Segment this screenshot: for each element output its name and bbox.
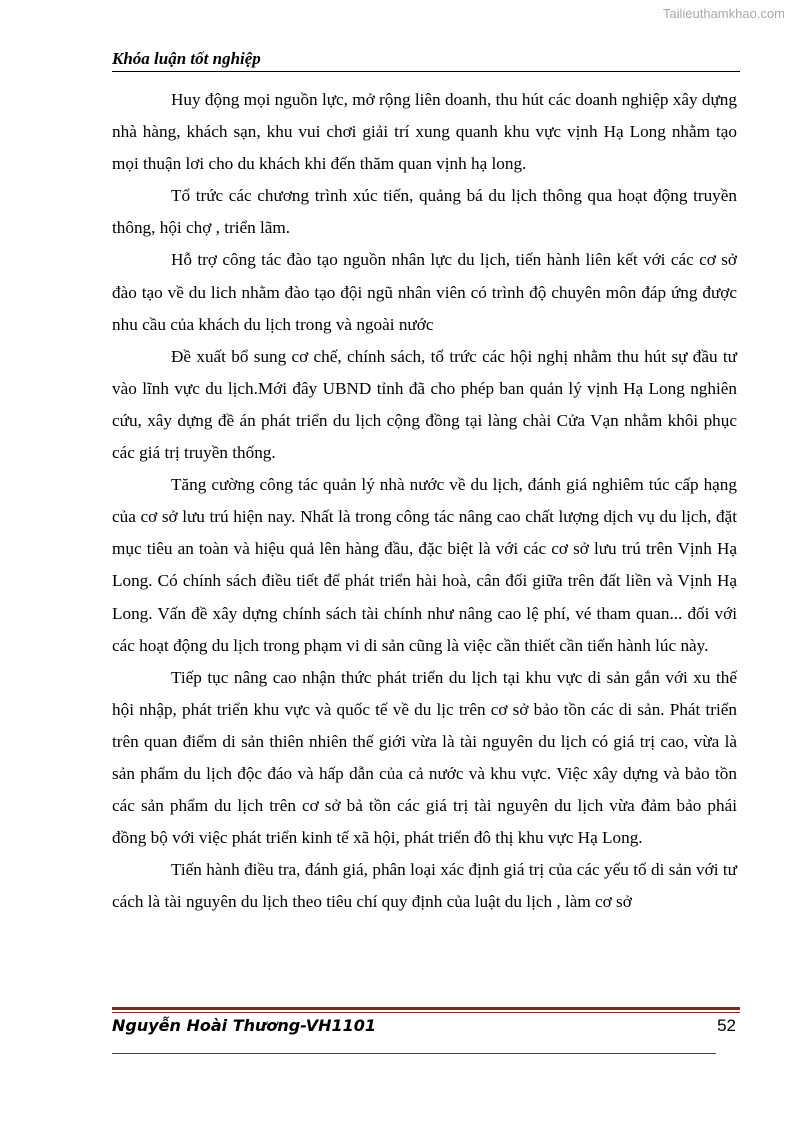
footer-author: Nguyễn Hoài Thương-VH1101 — [112, 1016, 377, 1035]
header-divider — [112, 71, 740, 72]
footer-divider-thick — [112, 1007, 740, 1010]
paragraph: Hỗ trợ công tác đào tạo nguồn nhân lực du lịch, tiến hành liên kết với các cơ sở đào tạo về du lich nhằm đào tạo đội ngũ nhân viên có trình độ chuyên môn đáp ứng được nhu cầu của khách du lịch trong và ngoài nước — [112, 250, 737, 334]
document-body — [112, 84, 737, 918]
page-number: 52 — [717, 1016, 736, 1035]
paragraph: Tổ trức các chương trình xúc tiến, quảng bá du lịch thông qua hoạt động truyền thông, hội chợ , triển lãm. — [112, 186, 737, 238]
footer-divider-thin — [112, 1012, 740, 1013]
paragraph: Tiến hành điều tra, đánh giá, phân loại xác định giá trị của các yếu tố di sản với tư cách là tài nguyên du lịch theo tiêu chí quy định của luật du lịch , làm cơ sở — [112, 860, 737, 912]
watermark: Tailieuthamkhao.com — [662, 6, 785, 21]
paragraph: Đề xuất bổ sung cơ chế, chính sách, tổ trức các hội nghị nhằm thu hút sự đầu tư vào lĩnh vực du lịch.Mới đây UBND tỉnh đã cho phép ban quản lý vịnh Hạ Long nghiên cứu, xây dựng đề án phát triển du lịch cộng đồng tại làng chài Cửa Vạn nhằm khôi phục các giá trị truyền thống. — [112, 346, 737, 463]
page-header-title: Khóa luận tốt nghiệp — [112, 49, 261, 68]
paragraph: Huy động mọi nguồn lực, mở rộng liên doanh, thu hút các doanh nghiệp xây dựng nhà hàng, khách sạn, khu vui chơi giải trí xung quanh khu vực vịnh Hạ Long nhằm tạo mọi thuận lơi cho du khách khi đến thăm quan vịnh hạ long. — [112, 90, 737, 174]
paragraph: Tăng cường công tác quản lý nhà nước về du lịch, đánh giá nghiêm túc cấp hạng của cơ sở lưu trú hiện nay. Nhất là trong công tác nâng cao chất lượng dịch vụ du lịch, đặt mục tiêu an toàn và hiệu quả lên hàng đầu, đặc biệt là với các cơ sở lưu trú trên Vịnh Hạ Long. Có chính sách điều tiết để phát triển hài hoà, cân đối giữa trên đất liền và Vịnh Hạ Long. Vấn đề xây dựng chính sách tài chính như nâng cao lệ phí, vé tham quan... đối với các hoạt động du lịch trong phạm vi di sản cũng là việc cần thiết cần tiến hành lúc này. — [112, 475, 737, 655]
paragraph: Tiếp tục nâng cao nhận thức phát triển du lịch tại khu vực di sản gắn với xu thế hội nhập, phát triển khu vực và quốc tế về du lịc trên cơ sở bảo tồn các di sản. Phát triển trên quan điểm di sản thiên nhiên thế giới vừa là tài nguyên du lịch có giá trị cao, vừa là sản phẩm du lịch độc đáo và hấp dẫn của cả nước và khu vực. Việc xây dựng và bảo tồn các sản phẩm du lịch trên cơ sở bả tồn các giá trị tài nguyên du lịch vừa đảm bảo phái đồng bộ với việc phát triển kinh tế xã hội, phát triển đô thị khu vực Hạ Long. — [112, 667, 737, 848]
footer-underline — [112, 1053, 716, 1054]
